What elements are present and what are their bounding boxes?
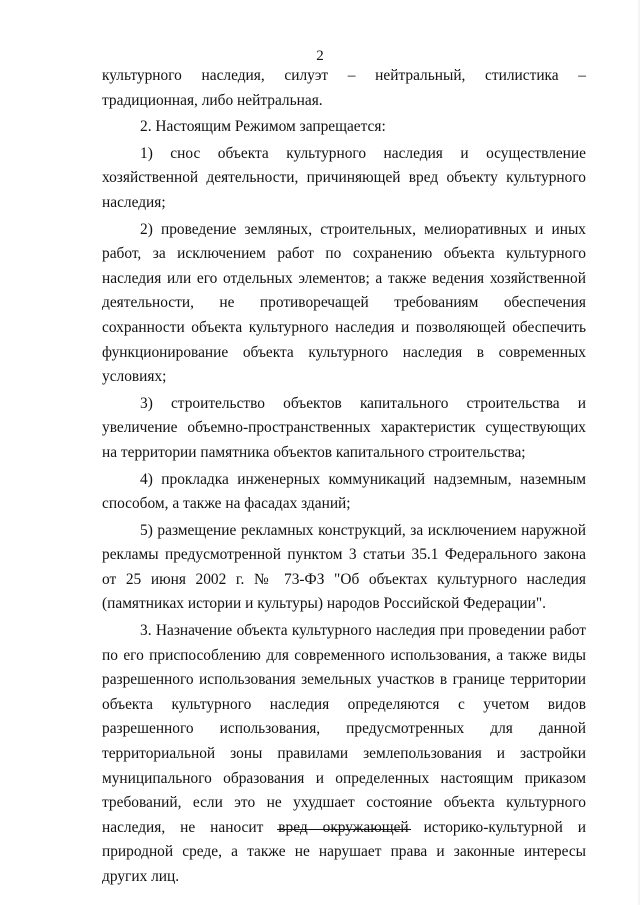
paragraph-item-2: 2) проведение земляных, строительных, мелиоративных и иных работ, за исключением работ по сохранению объекта культурного наследия или его отдельных элементов; а также ведения хозяйственной деятельности, не противоречащей требованиям обеспечения сохранности объекта культурного наследия и позволяющей обеспечить функционирование объекта культурного наследия в современных условиях; — [102, 220, 586, 386]
paragraph-continuation: культурного наследия, силуэт – нейтральный, стилистика – традиционная, либо нейтральная. — [102, 67, 586, 109]
document-body — [102, 64, 586, 892]
paragraph-item-4: 4) прокладка инженерных коммуникаций надземным, наземным способом, а также на фасадах зданий; — [102, 470, 586, 513]
paragraph-section-3: 3. Назначение объекта культурного наследия при проведении работ по его приспособлению для современного использования, а также виды разрешенного использования земельных участков в границе территории объекта культурного наследия определяются с учетом видов разрешенного использования, предусмотренных для данной территориальной зоны правилами землепользования и застройки муниципального образования и определенных настоящим приказом требований, если это не ухудшает состояние объекта культурного наследия, не наносит вред окружающей историко-культурной и природной среде, а также не нарушает права и законные интересы других лиц. — [102, 622, 586, 885]
end-separator-line — [277, 829, 411, 830]
paragraph-section-2-heading: 2. Настоящим Режимом запрещается: — [140, 118, 386, 136]
page-number: 2 — [316, 48, 324, 64]
paragraph-item-5: 5) размещение рекламных конструкций, за исключением наружной рекламы предусмотренной пунктом 3 статьи 35.1 Федерального закона от 25 июня 2002 г. № 73-ФЗ "Об объектах культурного наследия (памятниках истории и культуры) народов Российской Федерации". — [102, 521, 586, 613]
paragraph-item-1: 1) снос объекта культурного наследия и осуществление хозяйственной деятельности, причиняющей вред объекту культурного наследия; — [102, 144, 586, 211]
paragraph-item-3: 3) строительство объектов капитального строительства и увеличение объемно-пространственных характеристик существующих на территории памятника объектов капитального строительства; — [102, 394, 586, 461]
